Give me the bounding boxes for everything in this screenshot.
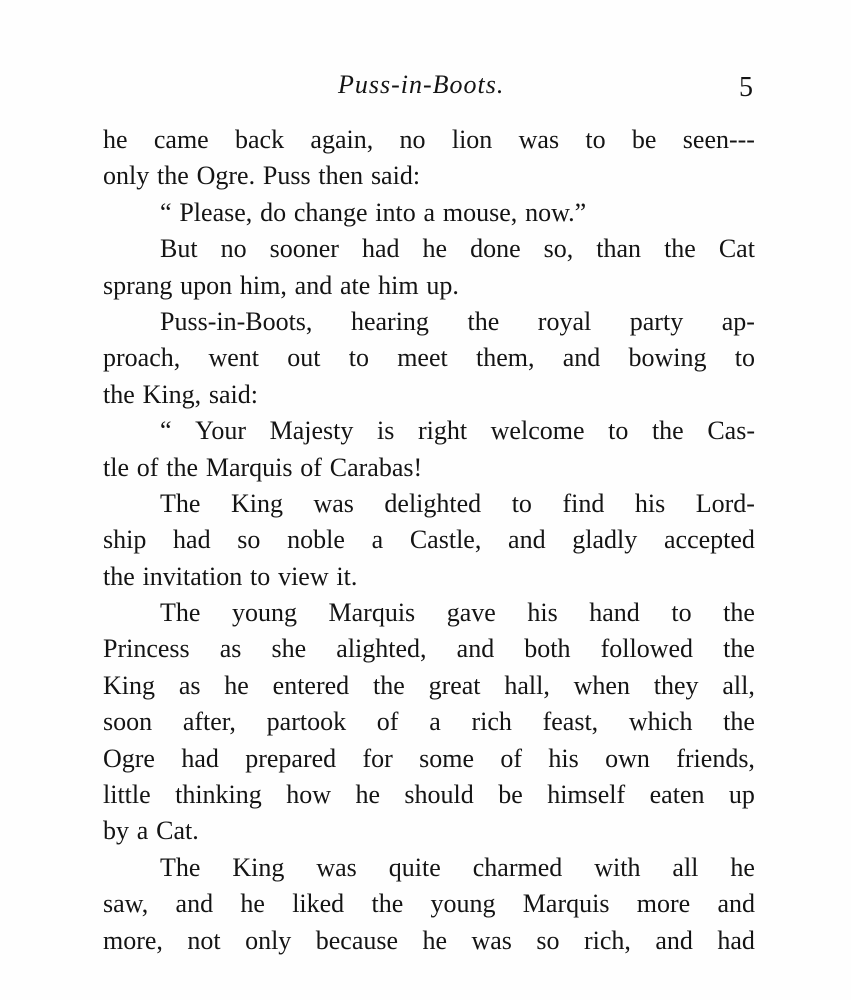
word: came bbox=[153, 125, 209, 154]
word: he bbox=[355, 780, 380, 810]
word: bowing bbox=[628, 343, 707, 373]
word: Lord- bbox=[695, 488, 755, 518]
word: liked bbox=[292, 889, 345, 919]
word: out bbox=[287, 343, 321, 373]
word: little bbox=[103, 780, 151, 810]
word: his bbox=[634, 488, 666, 518]
word: to bbox=[250, 561, 271, 591]
text-line bbox=[103, 158, 755, 194]
text-line bbox=[103, 777, 755, 813]
word: the bbox=[467, 306, 500, 336]
word: entered bbox=[272, 670, 350, 700]
word: ship bbox=[103, 525, 147, 555]
word: and bbox=[508, 525, 546, 555]
word: up bbox=[728, 780, 755, 810]
word: gave bbox=[446, 598, 496, 628]
word: the bbox=[372, 670, 405, 700]
word: they bbox=[653, 670, 699, 700]
word: which bbox=[628, 707, 693, 737]
word: prepared bbox=[245, 743, 337, 773]
word: right bbox=[417, 416, 468, 446]
word: accepted bbox=[664, 525, 755, 555]
word: he bbox=[224, 670, 249, 700]
word: his bbox=[548, 743, 579, 773]
word: young bbox=[231, 598, 297, 628]
word: But bbox=[160, 234, 198, 264]
word: Cat bbox=[718, 234, 755, 264]
word: delighted bbox=[384, 488, 482, 518]
word: a bbox=[429, 707, 441, 737]
word: Majesty bbox=[269, 416, 354, 446]
word: he bbox=[730, 852, 755, 882]
word: was bbox=[313, 488, 354, 518]
word: ap- bbox=[721, 306, 755, 336]
word: had bbox=[181, 743, 219, 773]
word: the bbox=[723, 598, 755, 628]
word: to bbox=[585, 125, 606, 154]
word: Puss bbox=[262, 161, 311, 191]
word: only bbox=[245, 925, 292, 955]
word: followed bbox=[600, 634, 694, 664]
word: of bbox=[136, 452, 159, 482]
word: after, bbox=[182, 707, 236, 737]
word: the bbox=[723, 634, 755, 664]
word: to bbox=[671, 598, 692, 628]
word: and bbox=[456, 634, 495, 664]
word: Your bbox=[195, 416, 246, 446]
word: had bbox=[173, 525, 211, 555]
word: be bbox=[498, 780, 523, 810]
text-line bbox=[103, 704, 755, 740]
word: said: bbox=[370, 161, 421, 191]
word: was bbox=[471, 925, 512, 955]
word: had bbox=[361, 234, 400, 264]
word: because bbox=[315, 925, 399, 955]
word: view bbox=[278, 561, 329, 591]
word: Ogre bbox=[103, 743, 155, 773]
word: him bbox=[378, 270, 419, 300]
word: “ bbox=[160, 197, 172, 227]
word: so, bbox=[543, 234, 574, 264]
word: as bbox=[178, 670, 201, 700]
word: done bbox=[470, 234, 521, 264]
word: then bbox=[318, 161, 364, 191]
word: Princess bbox=[103, 634, 190, 664]
word: alighted, bbox=[336, 634, 427, 664]
text-line bbox=[103, 741, 755, 777]
running-header bbox=[0, 70, 851, 110]
word: hand bbox=[589, 598, 640, 628]
word: upon bbox=[180, 270, 233, 300]
word: lion bbox=[451, 125, 493, 154]
word: Cat. bbox=[156, 816, 199, 846]
word: back bbox=[235, 125, 285, 154]
text-line bbox=[103, 268, 755, 304]
word: do bbox=[260, 197, 287, 227]
word: meet bbox=[397, 343, 448, 373]
word: a bbox=[136, 816, 149, 846]
word: into bbox=[375, 197, 416, 227]
word: charmed bbox=[472, 852, 563, 882]
word: the bbox=[103, 379, 135, 409]
text-line bbox=[103, 522, 755, 558]
word: no bbox=[399, 125, 426, 154]
word: the bbox=[371, 889, 404, 919]
word: all, bbox=[722, 670, 755, 700]
word: eaten bbox=[649, 780, 705, 810]
word: tle bbox=[103, 452, 129, 482]
word: again, bbox=[310, 125, 374, 154]
word: the bbox=[723, 707, 755, 737]
word: feast, bbox=[542, 707, 599, 737]
word: went bbox=[208, 343, 260, 373]
word: of bbox=[500, 743, 523, 773]
word: he bbox=[422, 925, 448, 955]
word: The bbox=[160, 488, 201, 518]
word: he bbox=[240, 889, 265, 919]
word: than bbox=[596, 234, 642, 264]
word: them, bbox=[475, 343, 535, 373]
word: to bbox=[608, 416, 629, 446]
word: noble bbox=[287, 525, 345, 555]
word: thinking bbox=[175, 780, 262, 810]
text-line bbox=[103, 413, 755, 449]
word: his bbox=[527, 598, 558, 628]
text-line bbox=[103, 668, 755, 704]
word: all bbox=[672, 852, 699, 882]
word: Cas- bbox=[707, 416, 755, 446]
word: change bbox=[293, 197, 368, 227]
word: should bbox=[404, 780, 474, 810]
word: some bbox=[419, 743, 475, 773]
word: as bbox=[219, 634, 242, 664]
text-line bbox=[103, 813, 755, 849]
word: said: bbox=[208, 379, 258, 409]
word: gladly bbox=[572, 525, 638, 555]
word: quite bbox=[388, 852, 441, 882]
word: rich, bbox=[583, 925, 631, 955]
word: ate bbox=[340, 270, 371, 300]
word: The bbox=[160, 852, 201, 882]
word: welcome bbox=[490, 416, 585, 446]
word: mouse, bbox=[442, 197, 518, 227]
page-number: 5 bbox=[739, 72, 753, 103]
word: more, bbox=[103, 925, 163, 955]
word: she bbox=[271, 634, 307, 664]
text-line bbox=[103, 304, 755, 340]
word: and bbox=[717, 889, 755, 919]
text-line bbox=[103, 559, 755, 595]
word: and bbox=[655, 925, 693, 955]
word: and bbox=[294, 270, 333, 300]
word: royal bbox=[537, 306, 592, 336]
body-text bbox=[103, 122, 755, 959]
word: King bbox=[230, 488, 283, 518]
word: by bbox=[103, 816, 129, 846]
word: hall, bbox=[504, 670, 550, 700]
word: a bbox=[371, 525, 384, 555]
running-title: Puss-in-Boots. bbox=[338, 70, 505, 99]
word: he bbox=[103, 125, 128, 154]
word: King, bbox=[142, 379, 202, 409]
word: not bbox=[187, 925, 221, 955]
word: Marquis bbox=[328, 598, 416, 628]
word: himself bbox=[547, 780, 626, 810]
word: so bbox=[237, 525, 261, 555]
word: the bbox=[664, 234, 696, 264]
word: soon bbox=[103, 707, 153, 737]
word: he bbox=[422, 234, 448, 264]
word: invitation bbox=[142, 561, 243, 591]
word: hearing bbox=[350, 306, 429, 336]
word: sprang bbox=[103, 270, 173, 300]
word: and bbox=[562, 343, 601, 373]
word: find bbox=[562, 488, 605, 518]
word: the bbox=[651, 416, 684, 446]
word: only bbox=[103, 161, 150, 191]
word: is bbox=[376, 416, 395, 446]
word: for bbox=[362, 743, 393, 773]
word: had bbox=[717, 925, 755, 955]
word: now.” bbox=[525, 197, 587, 227]
text-line bbox=[103, 195, 755, 231]
word: and bbox=[175, 889, 214, 919]
word: Marquis bbox=[522, 889, 610, 919]
text-line bbox=[103, 450, 755, 486]
word: The bbox=[160, 598, 201, 628]
word: Castle, bbox=[409, 525, 482, 555]
word: was bbox=[316, 852, 357, 882]
word: Ogre. bbox=[196, 161, 256, 191]
word: partook bbox=[266, 707, 347, 737]
word: more bbox=[636, 889, 691, 919]
word: the bbox=[157, 161, 189, 191]
word: with bbox=[594, 852, 641, 882]
text-line bbox=[103, 377, 755, 413]
word: both bbox=[524, 634, 571, 664]
word: it. bbox=[336, 561, 358, 591]
word: King bbox=[232, 852, 285, 882]
text-line bbox=[103, 486, 755, 522]
word: how bbox=[286, 780, 331, 810]
text-line bbox=[103, 923, 755, 959]
word: the bbox=[166, 452, 199, 482]
word: to bbox=[348, 343, 369, 373]
word: sooner bbox=[269, 234, 339, 264]
word: the bbox=[103, 561, 135, 591]
word: rich bbox=[471, 707, 512, 737]
text-line bbox=[103, 122, 755, 158]
word: to bbox=[734, 343, 755, 373]
word: friends, bbox=[676, 743, 755, 773]
word: to bbox=[511, 488, 532, 518]
word: Marquis bbox=[205, 452, 293, 482]
word: him, bbox=[239, 270, 287, 300]
word: of bbox=[376, 707, 399, 737]
text-line bbox=[103, 340, 755, 376]
word: so bbox=[536, 925, 560, 955]
word: “ bbox=[160, 416, 172, 446]
word: Puss-in-Boots, bbox=[160, 306, 313, 336]
text-line bbox=[103, 631, 755, 667]
word: no bbox=[220, 234, 247, 264]
word: be bbox=[631, 125, 657, 154]
word: Carabas! bbox=[329, 452, 423, 482]
word: great bbox=[428, 670, 481, 700]
word: own bbox=[605, 743, 650, 773]
word: King bbox=[103, 670, 155, 700]
word: party bbox=[629, 306, 684, 336]
word: a bbox=[423, 197, 436, 227]
word: seen--- bbox=[682, 125, 755, 154]
text-line bbox=[103, 886, 755, 922]
word: saw, bbox=[103, 889, 149, 919]
word: Please, bbox=[179, 197, 253, 227]
text-line bbox=[103, 231, 755, 267]
word: up. bbox=[426, 270, 459, 300]
word: was bbox=[518, 125, 560, 154]
word: when bbox=[573, 670, 630, 700]
word: young bbox=[430, 889, 496, 919]
text-line bbox=[103, 595, 755, 631]
word: of bbox=[300, 452, 322, 482]
text-line bbox=[103, 850, 755, 886]
word: proach, bbox=[103, 343, 181, 373]
